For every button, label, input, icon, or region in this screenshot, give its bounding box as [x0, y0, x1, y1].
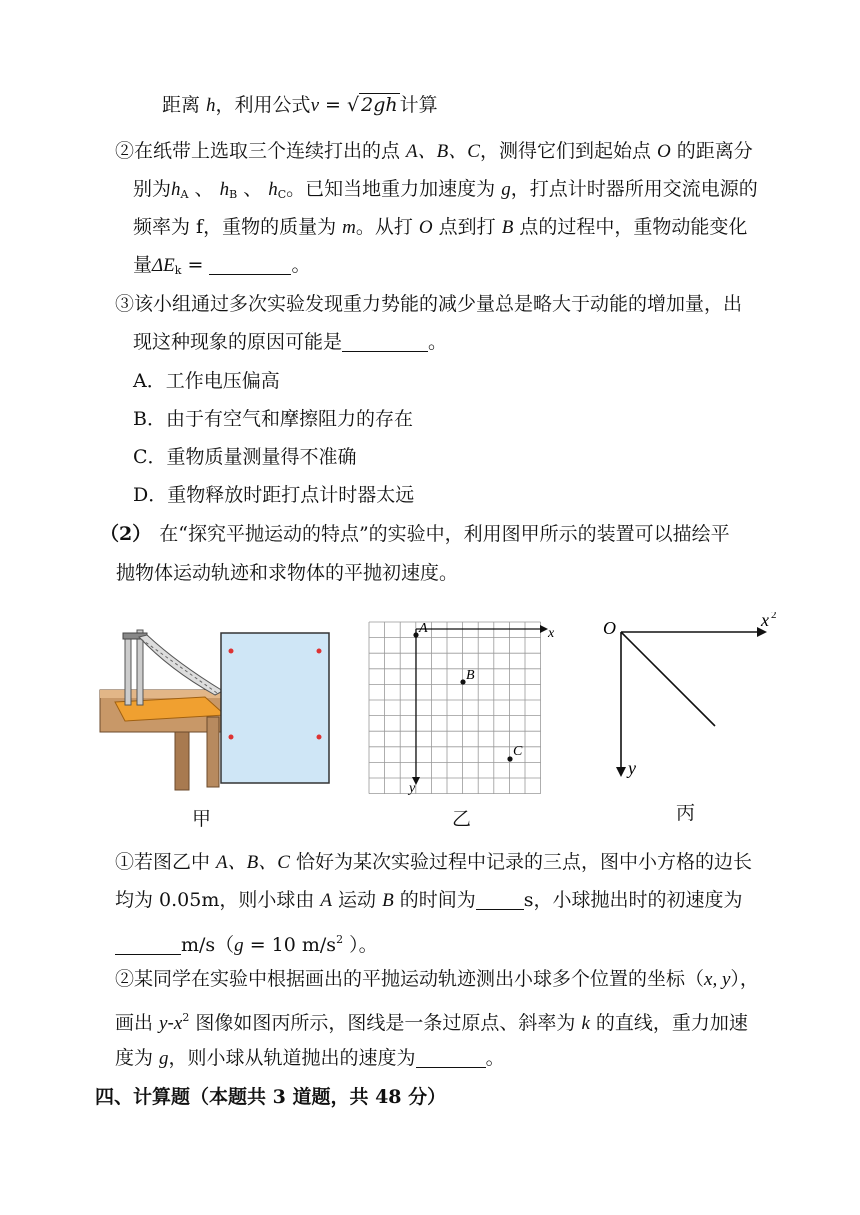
figure-yi [362, 615, 562, 795]
text: 量 [133, 254, 153, 276]
graph-line [621, 632, 715, 726]
label-y: y [409, 781, 416, 795]
text: 频率为 f，重物的质量为 [133, 216, 343, 238]
caption-bing: 丙 [676, 802, 696, 824]
var-hC: h [268, 179, 278, 200]
text: ）。 [343, 934, 378, 956]
sqrt-symbol: √ [347, 94, 360, 116]
var-k: k [581, 1013, 590, 1034]
equals: = [319, 94, 347, 116]
grid [369, 622, 541, 794]
section-heading: 四、计算题（本题共 3 道题，共 48 分） [95, 1086, 447, 1108]
answer-blank-reason[interactable] [342, 331, 428, 352]
x-axis-arrow [540, 625, 548, 633]
label-o: O [603, 618, 616, 638]
text: 在“探究平抛运动的特点”的实验中，利用图甲所示的装置可以描绘平 [159, 523, 730, 545]
q2-line-1 [115, 138, 753, 165]
option-d[interactable]: D．重物释放时距打点计时器太远 [133, 484, 415, 506]
text: 。已知当地重力加速度为 [286, 178, 502, 200]
answer-blank-ek[interactable] [209, 254, 291, 275]
text: 现这种现象的原因可能是 [133, 331, 343, 353]
option-c[interactable]: C．重物质量测量得不准确 [133, 446, 357, 468]
text: ，利用公式 [215, 94, 311, 116]
sub: k [174, 264, 182, 277]
var-h: h [206, 95, 216, 116]
var-y: y [159, 1013, 168, 1034]
sep: 、 [237, 178, 269, 200]
q2-line-2 [133, 176, 758, 208]
point-c [507, 756, 512, 761]
points-abc: A、B、C [216, 852, 290, 873]
text: 度为 [115, 1047, 160, 1069]
board-pin [317, 735, 322, 740]
recording-board [221, 633, 329, 783]
label-c: C [513, 744, 523, 759]
sub: B [229, 188, 238, 201]
part2-line-1 [100, 521, 730, 547]
var-g: g [159, 1048, 169, 1069]
var-xy: x, y [704, 969, 731, 990]
stand-pole [125, 635, 131, 705]
point-o: O [656, 141, 671, 162]
text: ，则小球从轨道抛出的速度为 [168, 1047, 416, 1069]
text: 的距离分 [670, 140, 753, 162]
label-x: x [548, 626, 555, 641]
text: = 10 m/s [243, 934, 337, 956]
label-x2-sup: 2 [771, 612, 777, 621]
text: 恰好为某次实验过程中记录的三点，图中小方格的边长 [289, 851, 752, 873]
text: m/s（ [181, 934, 235, 956]
option-a[interactable]: A．工作电压偏高 [133, 370, 280, 392]
text: 。 [291, 254, 311, 276]
label-a: A [419, 621, 428, 636]
q5-line-2 [115, 887, 743, 914]
var-hA: h [171, 179, 181, 200]
answer-blank-time[interactable] [476, 889, 524, 910]
var-m: m [342, 217, 356, 238]
stand-pole [137, 630, 143, 705]
sup: 2 [336, 933, 344, 946]
table-leg [207, 717, 219, 787]
sep: 、 [188, 178, 220, 200]
sub: C [277, 188, 287, 201]
text: 点的过程中，重物动能变化 [513, 216, 748, 238]
text: 。从打 [355, 216, 419, 238]
point-o: O [418, 217, 433, 238]
text: 距离 [162, 94, 207, 116]
q5-line-1 [115, 849, 752, 876]
answer-blank-velocity[interactable] [115, 934, 181, 955]
point-a [413, 632, 418, 637]
points-abc: A、B、C [406, 141, 480, 162]
caption-yi: 乙 [452, 808, 472, 830]
table-leg [175, 732, 189, 790]
option-b[interactable]: B．由于有空气和摩擦阻力的存在 [133, 408, 413, 430]
var-x: x [173, 1013, 183, 1034]
label-x2: x [761, 612, 769, 630]
dash: - [167, 1012, 174, 1034]
q6-line-1 [115, 966, 759, 993]
text: 均为 0.05m，则小球由 [115, 889, 321, 911]
figure-jia [95, 625, 340, 795]
track [139, 635, 223, 695]
point-b: B [382, 890, 394, 911]
q5-line-3 [115, 927, 378, 959]
text: ）， [730, 968, 759, 990]
sqrt-content: 2gh [361, 94, 398, 116]
text: 。 [428, 331, 448, 353]
y-axis-arrow [616, 767, 626, 777]
text: 点到打 [432, 216, 502, 238]
figure-bing [595, 612, 795, 787]
text: s，小球抛出时的初速度为 [523, 889, 743, 911]
text: 别为 [133, 178, 172, 200]
q2-line-3 [133, 214, 747, 241]
var-delta-ek: ΔE [152, 255, 175, 276]
text: 运动 [332, 889, 383, 911]
var-v: v [310, 95, 319, 116]
text: ，打点计时器所用交流电源的 [510, 178, 758, 200]
q3-line-2 [133, 329, 447, 355]
text: 的时间为 [393, 889, 476, 911]
var-hB: h [219, 179, 230, 200]
board-pin [317, 649, 322, 654]
text: 图像如图丙所示，图线是一条过原点、斜率为 [189, 1012, 582, 1034]
equals: = [181, 254, 210, 276]
label-b: B [466, 668, 475, 683]
text: 的直线，重力加速 [589, 1012, 748, 1034]
q2-line-4 [133, 252, 310, 284]
q6-line-2 [115, 1005, 748, 1037]
var-g: g [234, 935, 244, 956]
text: 画出 [115, 1012, 160, 1034]
text: ①若图乙中 [115, 851, 217, 873]
formula-line [162, 92, 438, 119]
point-a: A [320, 890, 333, 911]
text: ，测得它们到起始点 [479, 140, 657, 162]
point-b: B [501, 217, 514, 238]
text: ②在纸带上选取三个连续打出的点 [115, 140, 407, 162]
question-number: （2） [100, 523, 152, 545]
board-pin [229, 735, 234, 740]
q3-line-1: ③该小组通过多次实验发现重力势能的减少量总是略大于动能的增加量，出 [115, 293, 743, 315]
answer-blank-speed[interactable] [416, 1047, 486, 1068]
sup: 2 [182, 1011, 190, 1024]
text: ②某同学在实验中根据画出的平抛运动轨迹测出小球多个位置的坐标（ [115, 968, 705, 990]
var-g: g [501, 179, 511, 200]
text: 。 [485, 1047, 505, 1069]
sub: A [180, 188, 189, 201]
board-pin [229, 649, 234, 654]
part2-line-2: 抛物体运动轨迹和求物体的平抛初速度。 [116, 562, 459, 584]
q6-line-3 [115, 1045, 505, 1072]
caption-jia: 甲 [192, 808, 212, 830]
text: 计算 [399, 94, 438, 116]
point-b [460, 679, 465, 684]
label-y: y [628, 758, 636, 778]
